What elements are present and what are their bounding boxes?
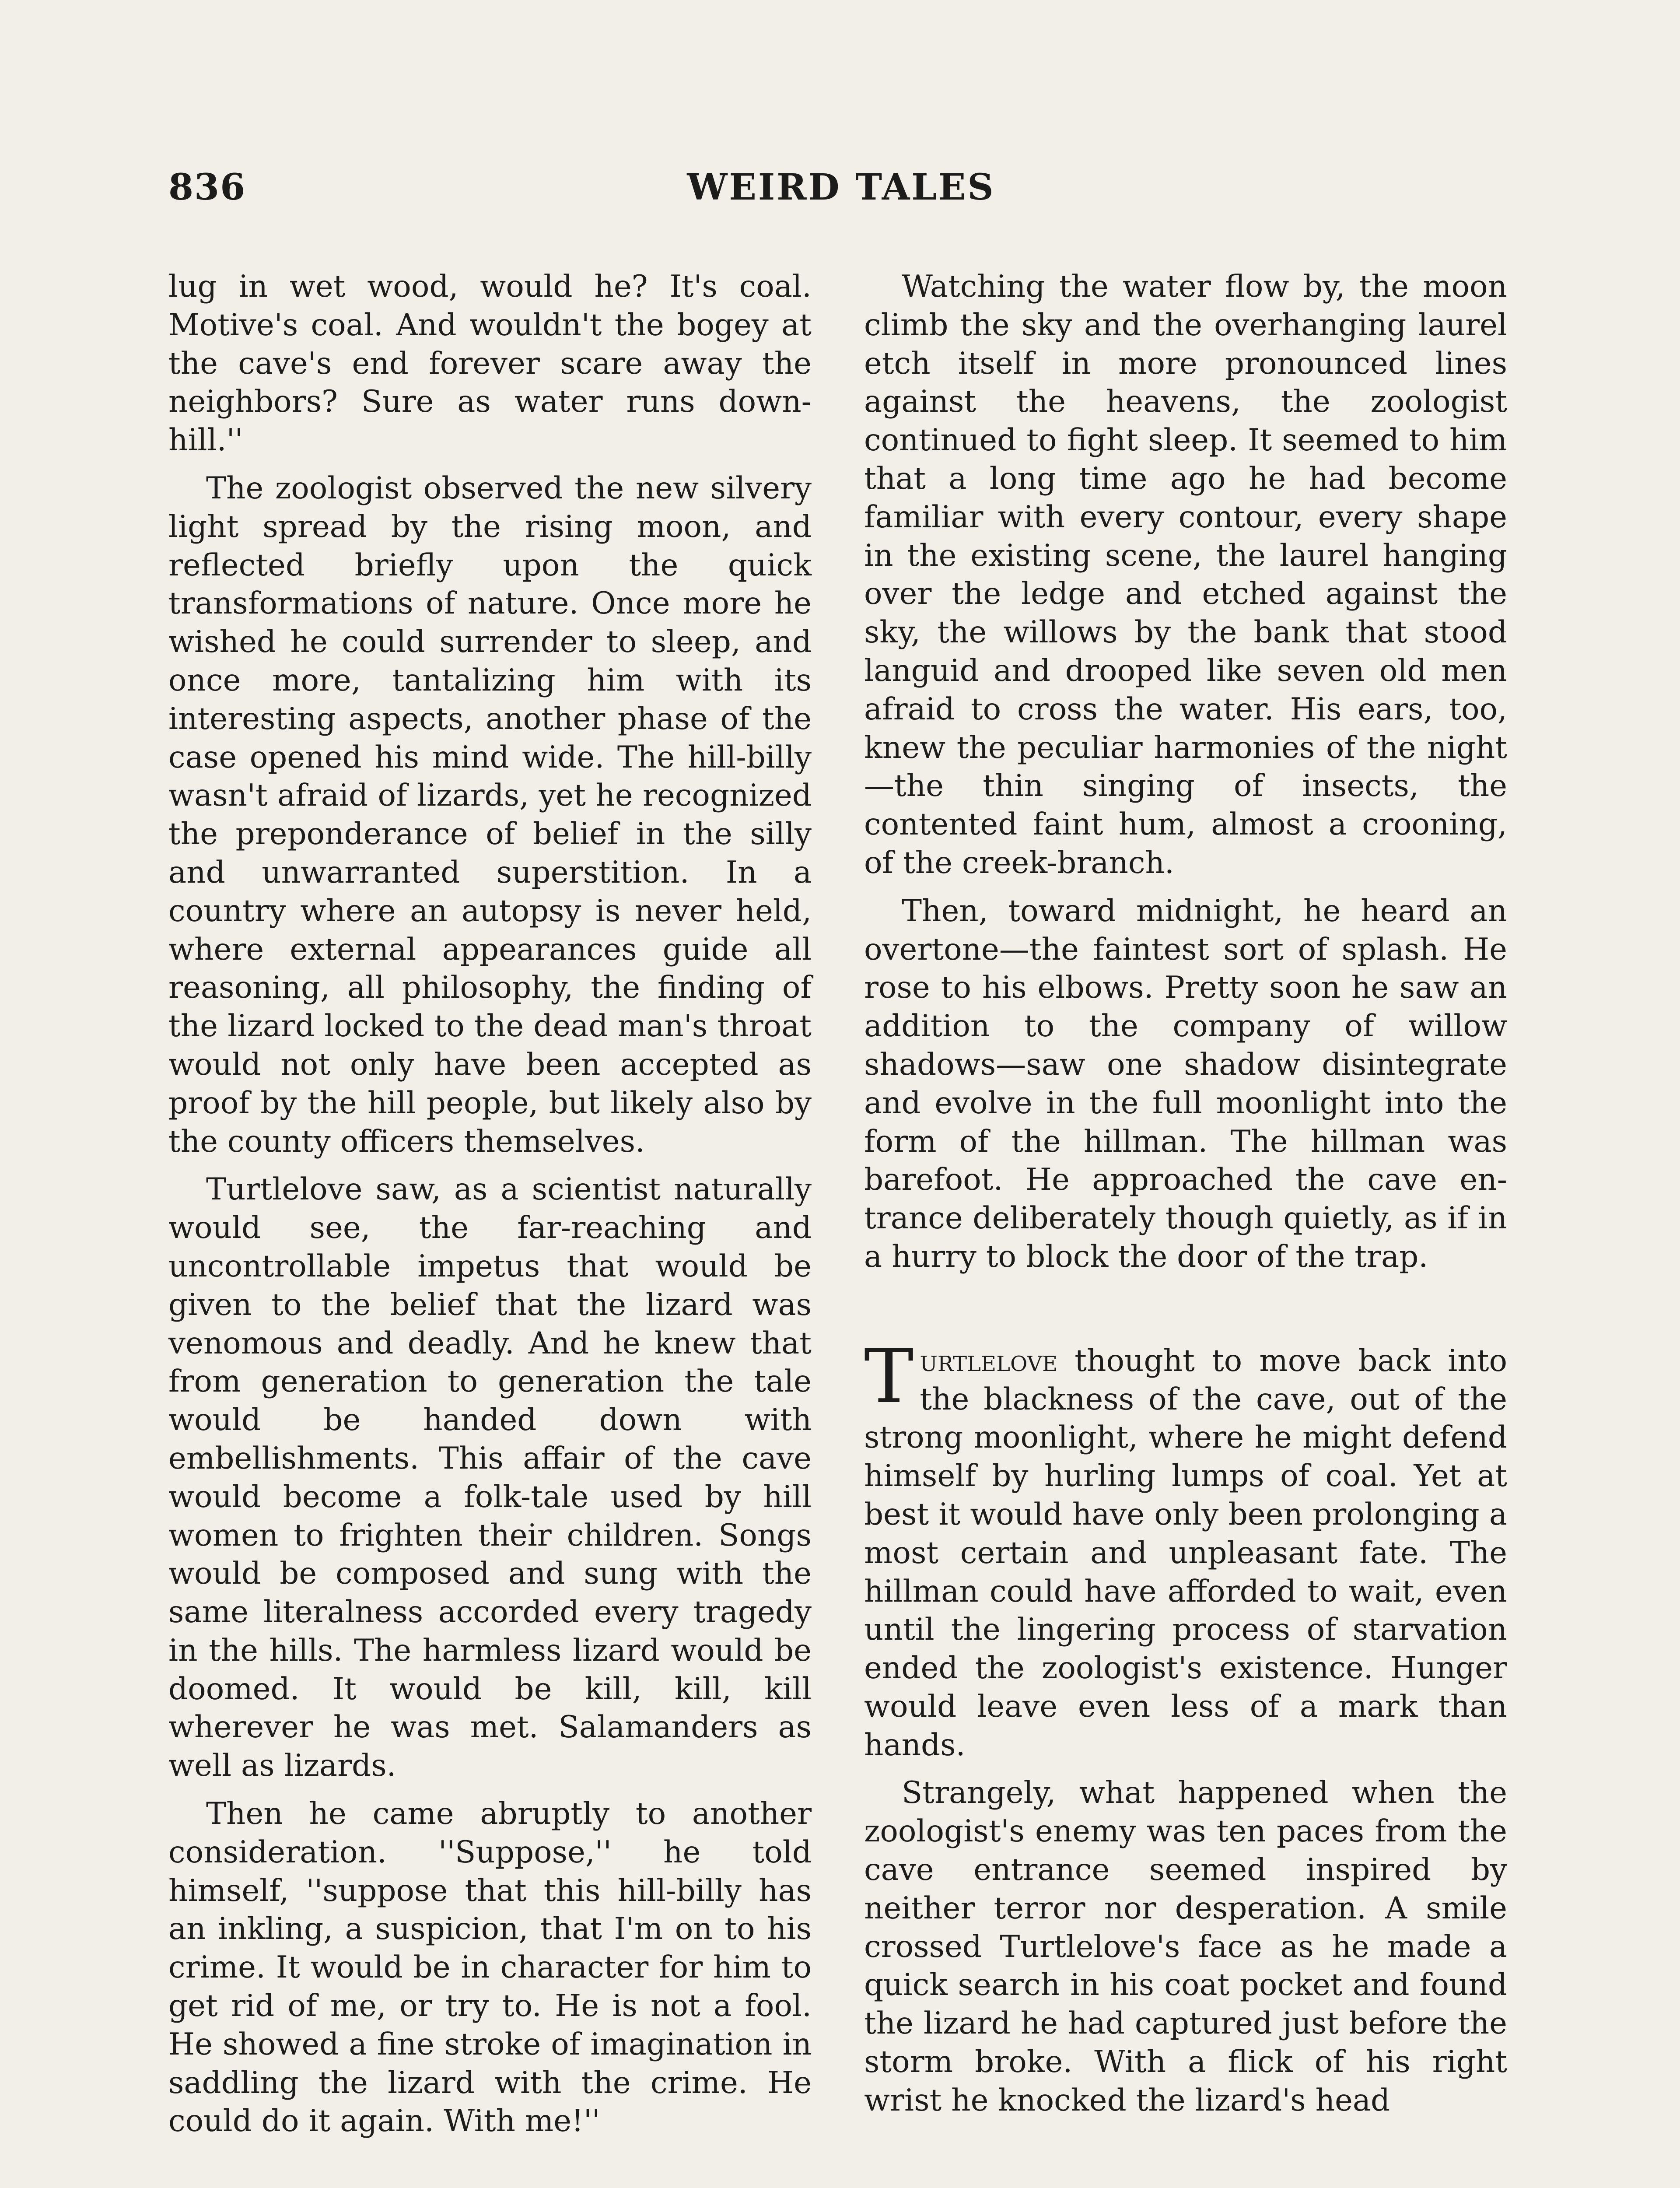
paragraph: Strangely, what happened when the zoologist's enemy was ten paces from the cave entrance seemed inspired by neither terror nor desperation. A smile crossed Turtlelove's face as he made a quick search in his coat pocket and found the lizard he had captured just before the storm broke. With a flick of his right wrist he knocked the lizard's head [864, 1775, 1507, 2118]
magazine-title: WEIRD TALES [687, 166, 995, 208]
left-column [168, 268, 812, 2150]
paragraph: Watching the water flow by, the moon climb the sky and the overhanging laurel etch itself in more pronounced lines against the heavens, the zoologist continued to fight sleep. It seemed to him that a long time ago he had become familiar with every contour, every shape in the existing scene, the laurel hanging over the ledge and etched against the sky, the willows by the bank that stood languid and drooped like seven old men afraid to cross the water. His ears, too, knew the peculiar harmonies of the night—the thin singing of insects, the contented faint hum, almost a crooning, of the creek-branch. [864, 269, 1507, 880]
right-column [864, 268, 1507, 2130]
page-header [168, 166, 1514, 228]
drop-cap: T [864, 1333, 914, 1420]
paragraph: Then he came abruptly to another consideration. ''Suppose,'' he told himself, ''suppose that this hill-billy has an inkling, a suspicion, that I'm on to his crime. It would be in character for him to get rid of me, or try to. He is not a fool. He showed a fine stroke of imagination in saddling the lizard with the crime. He could do it again. With me!'' [168, 1796, 812, 2139]
section-start-paragraph [864, 1333, 1507, 1765]
page-number: 836 [168, 166, 246, 208]
paragraph: lug in wet wood, would he? It's coal. Motive's coal. And wouldn't the bogey at the cave's end forever scare away the neighbors? Sure as water runs down-hill.'' [168, 269, 812, 458]
paragraph: Then, toward midnight, he heard an overtone—the faintest sort of splash. He rose to his elbows. Pretty soon he saw an addition to the company of willow shadows—saw one shadow disintegrate and evolve in the full moonlight into the form of the hillman. The hillman was barefoot. He approached the cave entrance deliberately though quietly, as if in a hurry to block the door of the trap. [864, 893, 1507, 1274]
paragraph: Turtlelove saw, as a scientist naturally would see, the far-reaching and uncontrollable impetus that would be given to the belief that the lizard was venomous and deadly. And he knew that from generation to generation the tale would be handed down with embellishments. This affair of the cave would become a folk-tale used by hill women to frighten their children. Songs would be composed and sung with the same literalness accorded every tragedy in the hills. The harmless lizard would be doomed. It would be kill, kill, kill wherever he was met. Salamanders as well as lizards. [168, 1172, 812, 1784]
paragraph-text: thought to move back into the blackness of the cave, out of the strong moonlight, where he might defend himself by hurling lumps of coal. Yet at best it would have only been prolonging a most certain and unpleasant fate. The hillman could have afforded to wait, even until the lingering process of starvation ended the zoologist's existence. Hunger would leave even less of a mark than hands. [864, 1343, 1507, 1763]
small-caps-lead: urtlelove [920, 1343, 1058, 1378]
paragraph: The zoologist observed the new silvery light spread by the rising moon, and reflected briefly upon the quick transformations of nature. Once more he wished he could surrender to sleep, and once more, tantalizing him with its interesting aspects, another phase of the case opened his mind wide. The hill-billy wasn't afraid of lizards, yet he recognized the preponderance of belief in the silly and unwarranted superstition. In a country where an autopsy is never held, where external appearances guide all reasoning, all philosophy, the finding of the lizard locked to the dead man's throat would not only have been accepted as proof by the hill people, but likely also by the county officers themselves. [168, 470, 812, 1159]
